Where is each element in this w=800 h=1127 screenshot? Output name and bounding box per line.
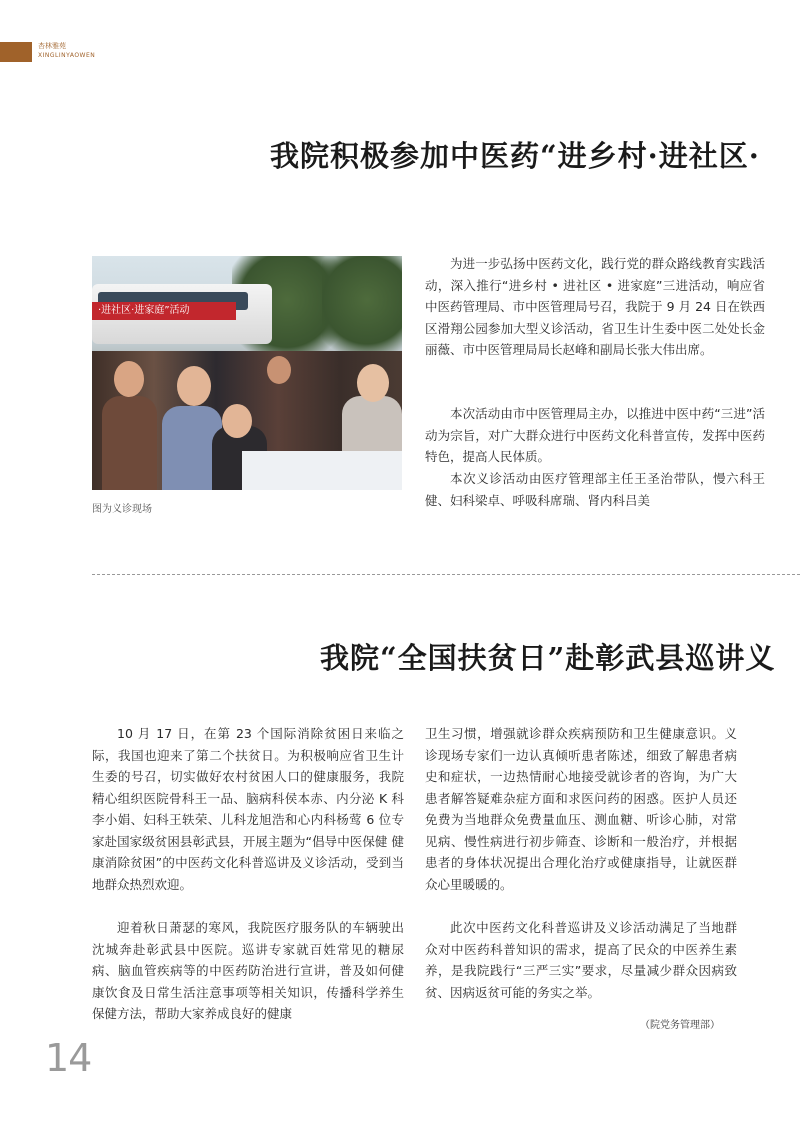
author-signature: （院党务管理部） — [640, 1020, 720, 1031]
magazine-name-en: XINGLINYAOWEN — [38, 52, 96, 59]
article1-title: 我院积极参加中医药“进乡村·进社区· — [270, 139, 760, 173]
header-color-bar — [0, 42, 32, 62]
article1-paragraph: 本次活动由市中医管理局主办，以推进中医中药“三进”活动为宗旨，对广大群众进行中医药文化科普宣传，发挥中医药特色，提高人民体质。 — [425, 406, 765, 464]
article1-paragraph: 为进一步弘扬中医药文化，践行党的群众路线教育实践活动，深入推行“进乡村 • 进社区 • 进家庭”三进活动，响应省中医药管理局、市中医管理局号召，我院于 9 月 24 日在铁西区滑翔公园参加大型义诊活动，省卫生计生委中医二处处长金丽薇、市中医管理局局长赵峰和副局长张大伟出席。 — [425, 256, 765, 357]
clinic-event-photo — [92, 256, 402, 490]
magazine-name: 杏林雅苑 — [38, 42, 66, 50]
photo-caption: 图为义诊现场 — [92, 504, 152, 515]
section-divider — [92, 574, 800, 575]
article2-paragraph-continued: 卫生习惯，增强就诊群众疾病预防和卫生健康意识。义诊现场专家们一边认真倾听患者陈述，细致了解患者病史和症状，一边热情耐心地接受就诊者的咨询，为广大患者解答疑难杂症方面和求医问药的困惑。医护人员还免费为当地群众免费量血压、测血糖、听诊心肺，对常见病、慢性病进行初步筛查、诊断和一般治疗，并根据患者的身体状况提出合理化治疗或健康指导，让就医群众心里暖暖的。 — [425, 726, 737, 892]
article1-paragraph: 本次义诊活动由医疗管理部主任王圣治带队，慢六科王健、妇科梁卓、呼吸科席瑞、肾内科吕美 — [425, 471, 765, 508]
article2-paragraph: 10 月 17 日，在第 23 个国际消除贫困日来临之际，我国也迎来了第二个扶贫日。为积极响应省卫生计生委的号召，切实做好农村贫困人口的健康服务，我院精心组织医院骨科王一品、脑病科侯本赤、内分泌 K 科李小娟、妇科王轶荣、儿科龙旭浩和心内科杨莺 6 位专家赴国家级贫困县彰武县，开展主题为“倡导中医保健 健康消除贫困”的中医药文化科普巡讲及义诊活动，受到当地群众热烈欢迎。 — [92, 726, 404, 892]
photo-banner: ·进社区·进家庭”活动 — [92, 302, 236, 320]
article2-paragraph: 迎着秋日萧瑟的寒风，我院医疗服务队的车辆驶出沈城奔赴彰武县中医院。巡讲专家就百姓常见的糖尿病、脑血管疾病等的中医药防治进行宣讲，普及如何健康饮食及日常生活注意事项等相关知识，传播科学养生保健方法，帮助大家养成良好的健康 — [92, 920, 404, 1021]
page-number: 14 — [45, 1036, 92, 1080]
article2-title: 我院“全国扶贫日”赴彰武县巡讲义 — [320, 641, 776, 675]
article2-paragraph: 此次中医药文化科普巡讲及义诊活动满足了当地群众对中医药科普知识的需求，提高了民众的中医养生素养，是我院践行“三严三实”要求，尽量减少群众因病致贫、因病返贫可能的务实之举。 — [425, 920, 737, 1000]
